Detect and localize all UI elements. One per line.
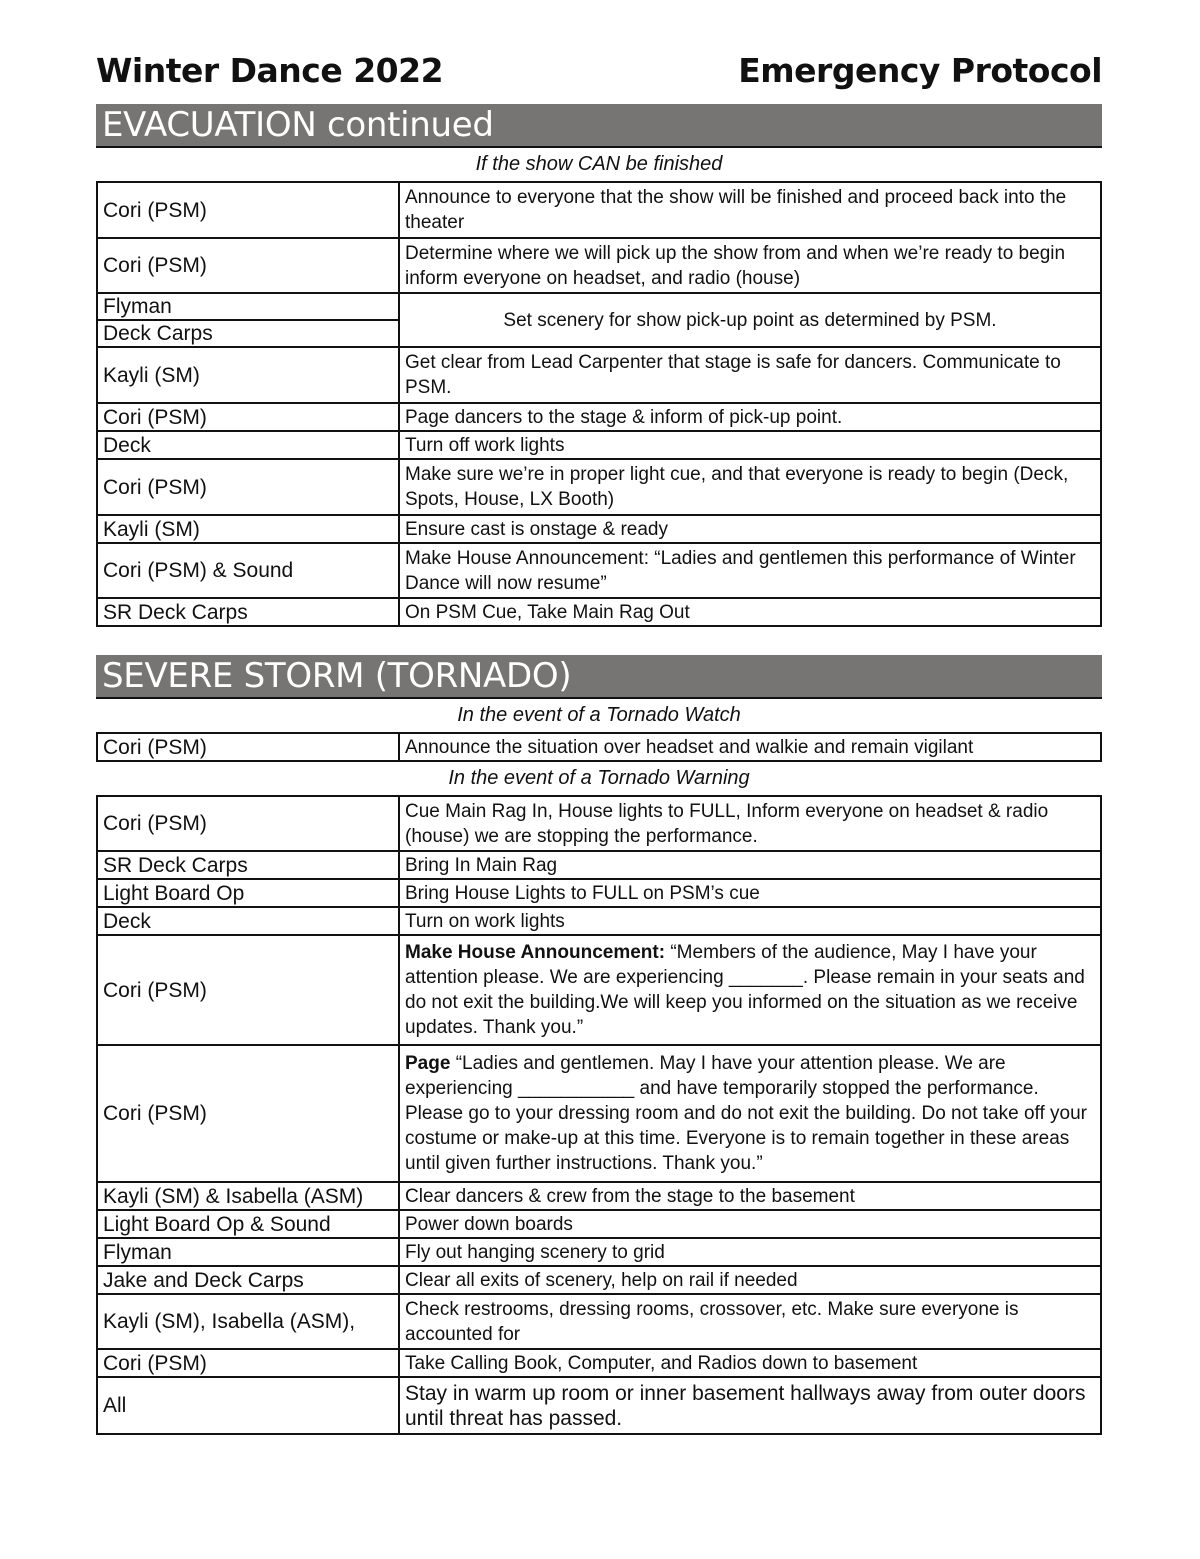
table-row (97, 851, 1101, 879)
table-row (97, 182, 1101, 238)
document-subject: Emergency Protocol (738, 51, 1102, 90)
action-cell: Turn off work lights (399, 431, 1101, 459)
section-title-severe-storm: SEVERE STORM (TORNADO) (96, 655, 1102, 699)
bold-lead: Make House Announcement: (405, 942, 666, 963)
tornado-watch-table (96, 732, 1102, 762)
table-row (97, 515, 1101, 543)
subhead-tornado-watch: In the event of a Tornado Watch (457, 704, 741, 726)
action-cell: Bring House Lights to FULL on PSM’s cue (399, 879, 1101, 907)
role-cell: Cori (PSM) (97, 403, 399, 431)
role-cell: Cori (PSM) (97, 1349, 399, 1377)
table-row (97, 1210, 1101, 1238)
action-cell: Make sure we’re in proper light cue, and that everyone is ready to begin (Deck, Spots, House, LX Booth) (399, 459, 1101, 515)
role-cell: Kayli (SM) (97, 347, 399, 403)
action-cell: Power down boards (399, 1210, 1101, 1238)
role-cell: Flyman (97, 1238, 399, 1266)
role-cell: SR Deck Carps (97, 851, 399, 879)
role-cell: Cori (PSM) & Sound (97, 543, 399, 598)
role-cell: Jake and Deck Carps (97, 1266, 399, 1294)
action-cell: Make House Announcement: “Ladies and gentlemen this performance of Winter Dance will now resume” (399, 543, 1101, 598)
action-cell: Stay in warm up room or inner basement hallways away from outer doors until threat has passed. (399, 1377, 1101, 1434)
table-row (97, 1349, 1101, 1377)
action-cell: Bring In Main Rag (399, 851, 1101, 879)
table-row (97, 907, 1101, 935)
document-page (96, 40, 1102, 1435)
bold-lead: Page (405, 1053, 451, 1074)
table-row (97, 1045, 1101, 1182)
subhead-tornado-warning: In the event of a Tornado Warning (448, 767, 750, 789)
table-row (97, 733, 1101, 761)
table-row (97, 459, 1101, 515)
role-cell: Deck Carps (97, 320, 399, 347)
action-cell: Set scenery for show pick-up point as determined by PSM. (399, 293, 1101, 347)
action-cell: Clear all exits of scenery, help on rail if needed (399, 1266, 1101, 1294)
role-cell: Kayli (SM), Isabella (ASM), (97, 1294, 399, 1349)
evacuation-table (96, 181, 1102, 627)
table-row (97, 543, 1101, 598)
role-cell: Cori (PSM) (97, 238, 399, 293)
table-row (97, 431, 1101, 459)
tornado-warning-table (96, 795, 1102, 1435)
table-row (97, 1182, 1101, 1210)
action-cell: On PSM Cue, Take Main Rag Out (399, 598, 1101, 626)
role-cell: Cori (PSM) (97, 935, 399, 1045)
role-cell: Kayli (SM) & Isabella (ASM) (97, 1182, 399, 1210)
table-row (97, 293, 1101, 320)
action-cell: Get clear from Lead Carpenter that stage is safe for dancers. Communicate to PSM. (399, 347, 1101, 403)
role-cell: Cori (PSM) (97, 459, 399, 515)
role-cell: Cori (PSM) (97, 1045, 399, 1182)
table-row (97, 935, 1101, 1045)
subhead-show-can-finish: If the show CAN be finished (475, 153, 723, 175)
action-cell: Fly out hanging scenery to grid (399, 1238, 1101, 1266)
table-row (97, 598, 1101, 626)
action-cell: Ensure cast is onstage & ready (399, 515, 1101, 543)
announcement-text: “Members of the audience, May I have your attention please. We are experiencing _______. Please remain in your seats and do not exit the building.We will keep you informed on the situation as we receive updates. Thank you.” (405, 942, 1085, 1038)
action-cell: Determine where we will pick up the show from and when we’re ready to begin inform everyone on headset, and radio (house) (399, 238, 1101, 293)
role-cell: SR Deck Carps (97, 598, 399, 626)
role-cell: Deck (97, 431, 399, 459)
table-row (97, 1266, 1101, 1294)
table-row (97, 1377, 1101, 1434)
table-row (97, 403, 1101, 431)
document-title: Winter Dance 2022 (96, 51, 444, 90)
table-row (97, 1238, 1101, 1266)
role-cell: Cori (PSM) (97, 796, 399, 851)
action-cell (399, 935, 1101, 1045)
role-cell: Light Board Op & Sound (97, 1210, 399, 1238)
table-row (97, 1294, 1101, 1349)
action-cell (399, 1045, 1101, 1182)
action-cell: Turn on work lights (399, 907, 1101, 935)
table-row (97, 347, 1101, 403)
role-cell: Deck (97, 907, 399, 935)
role-cell: Kayli (SM) (97, 515, 399, 543)
action-cell: Clear dancers & crew from the stage to the basement (399, 1182, 1101, 1210)
role-cell: All (97, 1377, 399, 1434)
table-row (97, 879, 1101, 907)
action-cell: Cue Main Rag In, House lights to FULL, Inform everyone on headset & radio (house) we are stopping the performance. (399, 796, 1101, 851)
action-cell: Announce to everyone that the show will be finished and proceed back into the theater (399, 182, 1101, 238)
page-header (96, 40, 1102, 90)
role-cell: Cori (PSM) (97, 182, 399, 238)
action-cell: Take Calling Book, Computer, and Radios down to basement (399, 1349, 1101, 1377)
table-row (97, 796, 1101, 851)
role-cell: Light Board Op (97, 879, 399, 907)
role-cell: Flyman (97, 293, 399, 320)
table-row (97, 238, 1101, 293)
action-cell: Check restrooms, dressing rooms, crossover, etc. Make sure everyone is accounted for (399, 1294, 1101, 1349)
section-title-evacuation: EVACUATION continued (96, 104, 1102, 148)
action-cell: Page dancers to the stage & inform of pick-up point. (399, 403, 1101, 431)
role-cell: Cori (PSM) (97, 733, 399, 761)
action-cell: Announce the situation over headset and walkie and remain vigilant (399, 733, 1101, 761)
page-text: “Ladies and gentlemen. May I have your attention please. We are experiencing ___________ and have temporarily stopped the performance. Please go to your dressing room and do not exit the building. Do not take off your costume or make-up at this time. Everyone is to remain together in these areas until given further instructions. Thank you.” (405, 1053, 1087, 1174)
